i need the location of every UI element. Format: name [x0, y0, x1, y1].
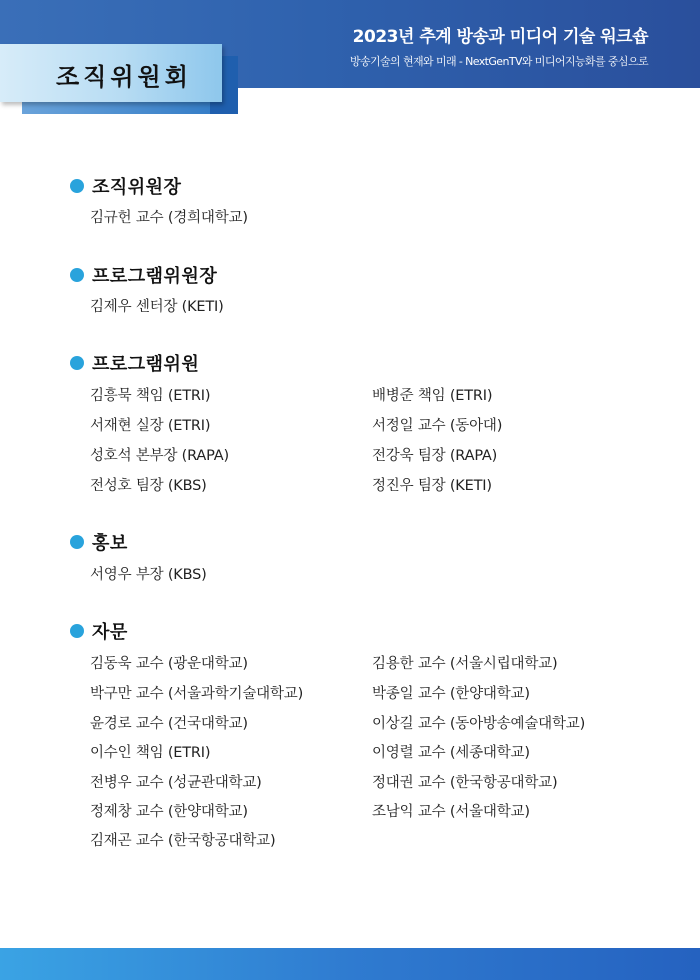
bullet-icon — [70, 535, 84, 549]
group-title: 프로그램위원 — [92, 354, 200, 375]
member-item: 정대권 교수 (한국항공대학교) — [372, 775, 558, 791]
member-item: 이수인 책임 (ETRI) — [90, 745, 211, 761]
member-item: 이상길 교수 (동아방송예술대학교) — [372, 716, 586, 732]
member-item: 전성호 팀장 (KBS) — [90, 478, 207, 494]
member-item: 전강욱 팀장 (RAPA) — [372, 448, 498, 464]
member-item: 김흥묵 책임 (ETRI) — [90, 388, 211, 404]
member-item: 정제창 교수 (한양대학교) — [90, 804, 248, 820]
group-title: 홍보 — [92, 533, 128, 554]
group-program-chair — [70, 262, 224, 315]
section-tab-label: 조직위원회 — [56, 63, 192, 91]
footer-band — [0, 948, 700, 980]
member-item: 전병우 교수 (성균관대학교) — [90, 775, 262, 791]
group-heading — [70, 618, 128, 644]
bullet-icon — [70, 624, 84, 638]
group-heading — [70, 262, 217, 288]
member-item: 성호석 본부장 (RAPA) — [90, 448, 229, 464]
group-heading — [70, 529, 128, 555]
bullet-icon — [70, 179, 84, 193]
member-item: 서정일 교수 (동아대) — [372, 418, 503, 434]
member-item: 김제우 센터장 (KETI) — [90, 299, 224, 315]
bullet-icon — [70, 268, 84, 282]
member-item: 김규헌 교수 (경희대학교) — [90, 210, 248, 226]
group-title: 프로그램위원장 — [92, 266, 218, 287]
group-heading — [70, 173, 181, 199]
group-organizing-chair — [70, 173, 248, 226]
member-item: 김재곤 교수 (한국항공대학교) — [90, 833, 276, 849]
member-item: 김동욱 교수 (광운대학교) — [90, 656, 248, 672]
bullet-icon — [70, 356, 84, 370]
member-item: 박종일 교수 (한양대학교) — [372, 686, 530, 702]
member-item: 배병준 책임 (ETRI) — [372, 388, 493, 404]
member-item: 박구만 교수 (서울과학기술대학교) — [90, 686, 304, 702]
group-publicity — [70, 529, 207, 583]
member-item: 서영우 부장 (KBS) — [90, 567, 207, 583]
member-item: 이영렬 교수 (세종대학교) — [372, 745, 530, 761]
member-item: 김용한 교수 (서울시립대학교) — [372, 656, 558, 672]
header-subtitle: 방송기술의 현재와 미래 - NextGenTV와 미디어지능화를 중심으로 — [349, 55, 648, 68]
member-item: 윤경로 교수 (건국대학교) — [90, 716, 248, 732]
header-title: 2023년 추계 방송과 미디어 기술 워크숍 — [352, 27, 648, 47]
member-item: 정진우 팀장 (KETI) — [372, 478, 492, 494]
member-item: 조남익 교수 (서울대학교) — [372, 804, 530, 820]
group-program-committee — [70, 350, 503, 494]
group-heading — [70, 350, 199, 376]
member-item: 서재현 실장 (ETRI) — [90, 418, 211, 434]
group-title: 조직위원장 — [92, 177, 182, 198]
group-advisory — [70, 618, 586, 849]
group-title: 자문 — [92, 622, 128, 643]
